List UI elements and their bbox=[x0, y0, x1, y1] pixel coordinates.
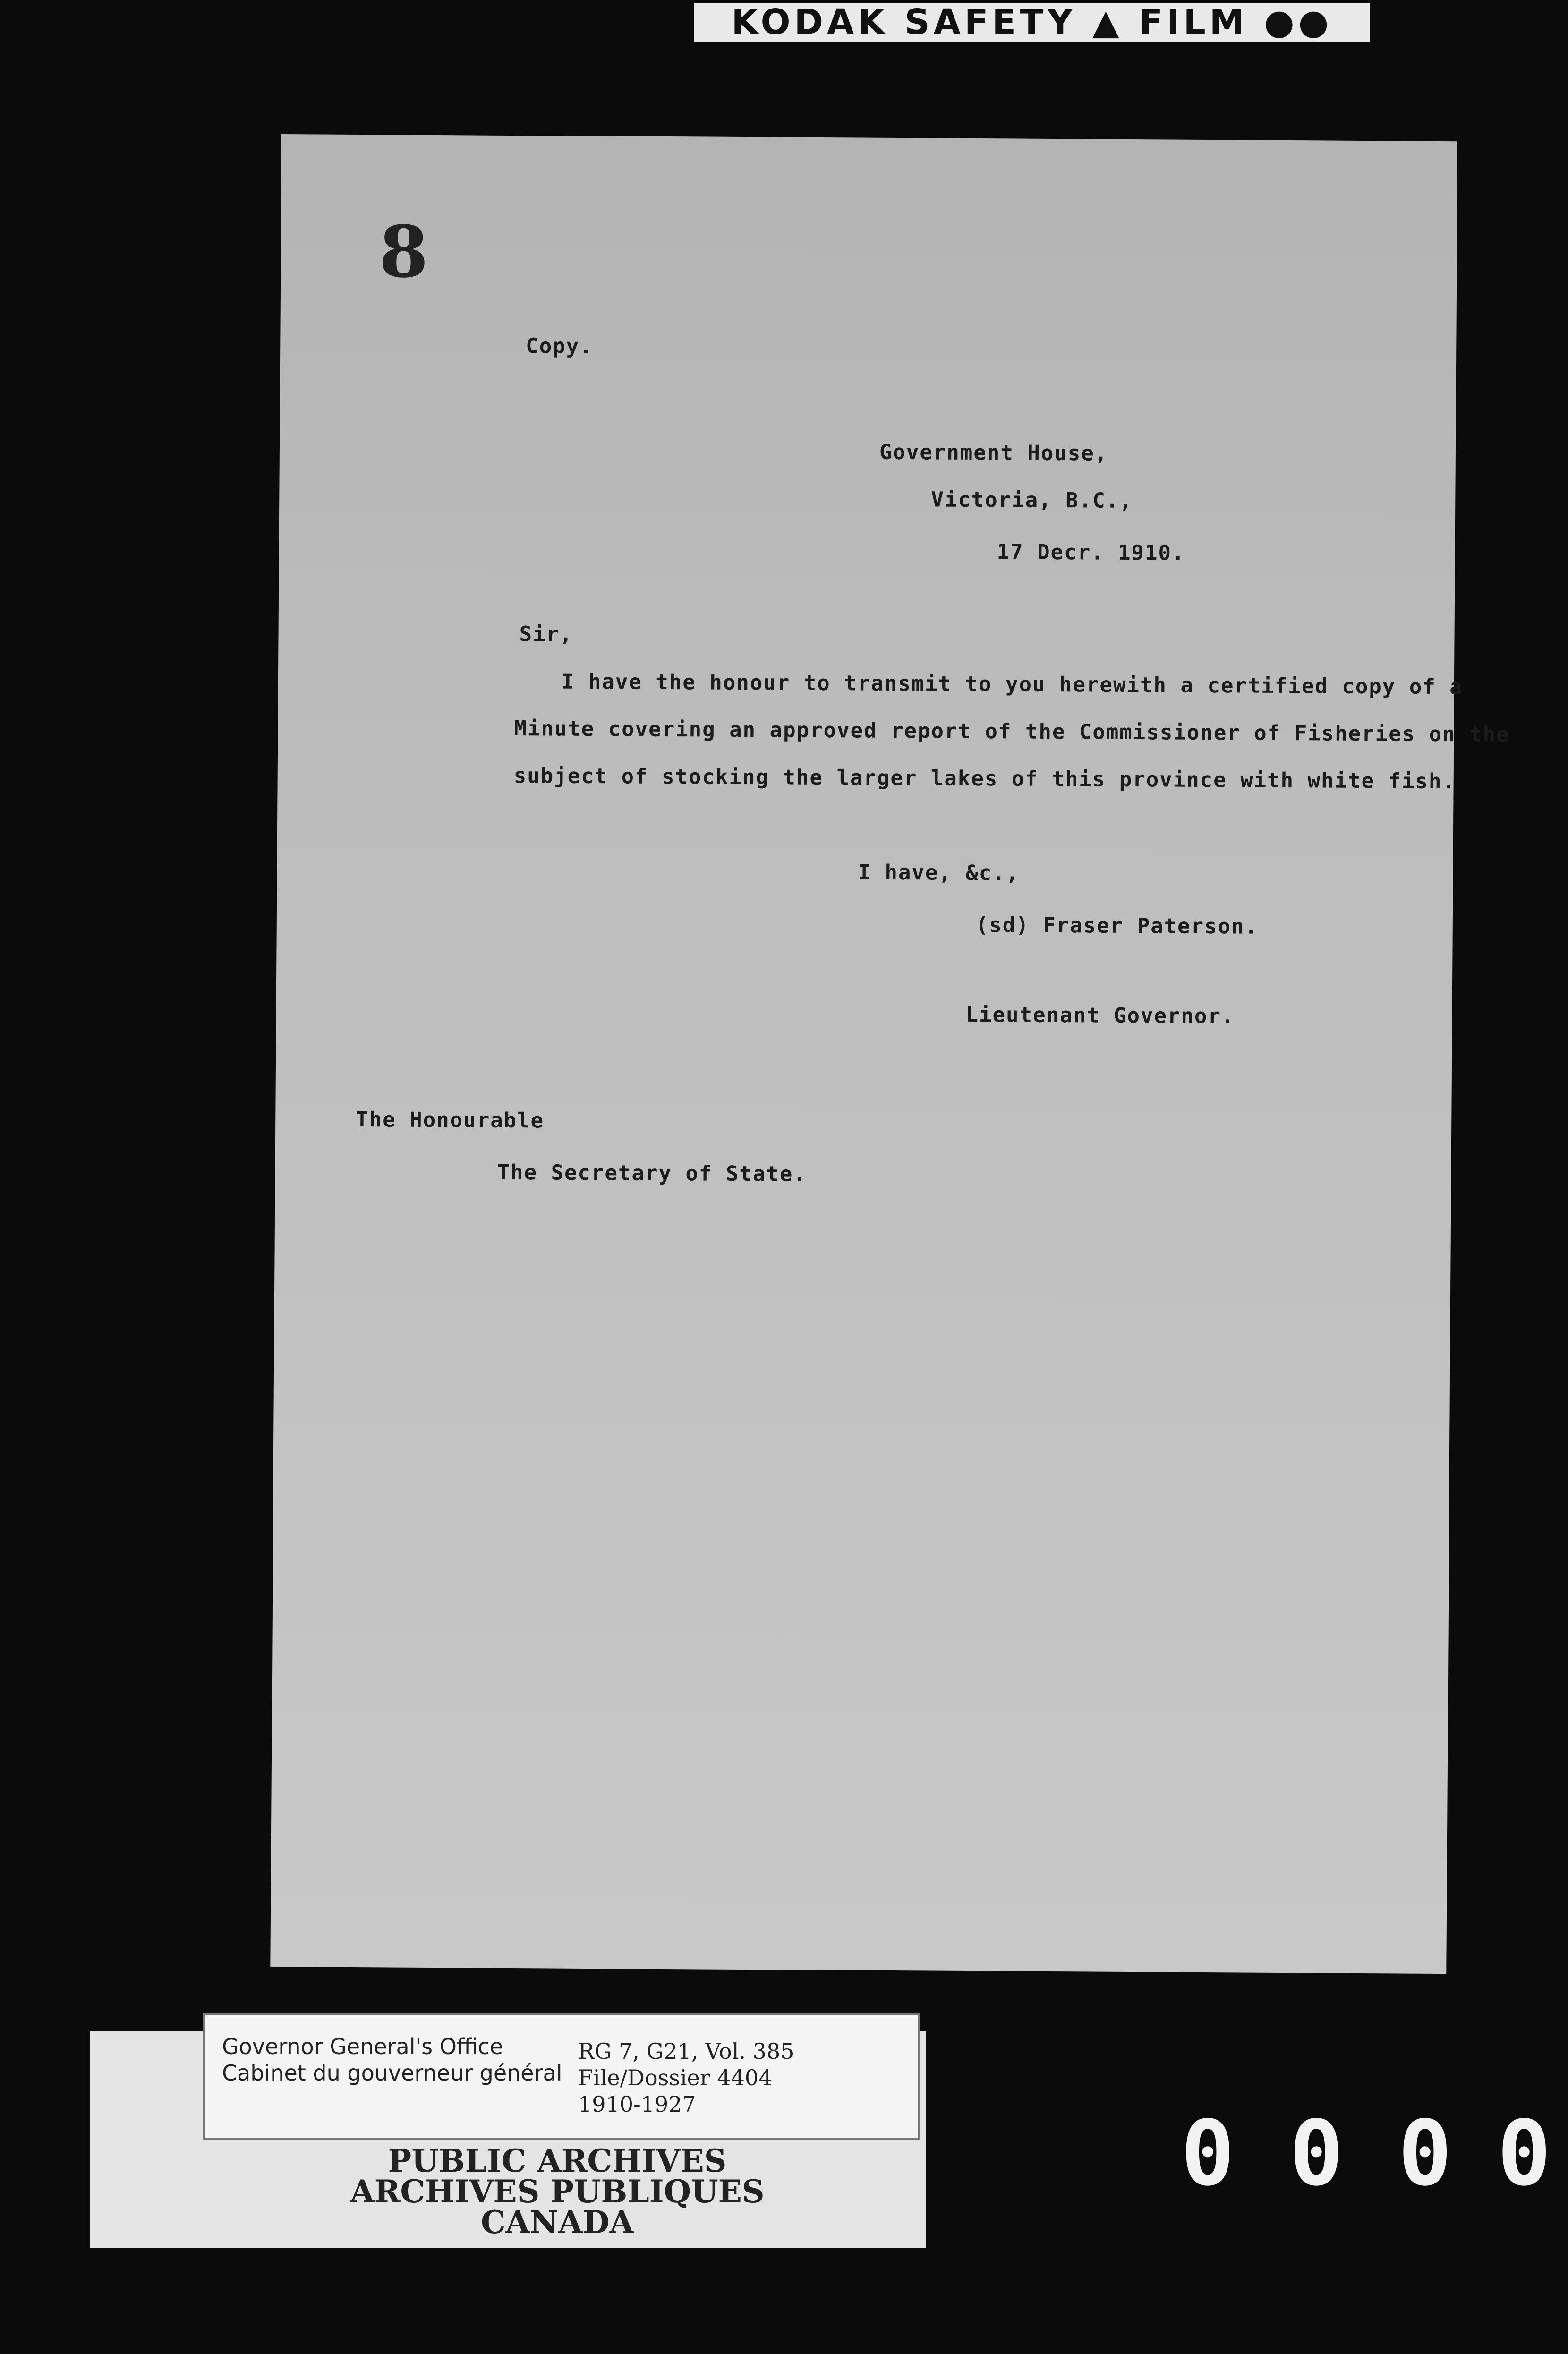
archive-reference-label bbox=[203, 2013, 920, 2140]
salutation: Sir, bbox=[519, 622, 573, 647]
office-name-en: Governor General's Office bbox=[222, 2034, 503, 2059]
archive-country: CANADA bbox=[481, 2204, 634, 2241]
address-line-1: Government House, bbox=[879, 440, 1108, 466]
date-range: 1910-1927 bbox=[578, 2091, 696, 2117]
file-number: File/Dossier 4404 bbox=[578, 2065, 773, 2090]
letter-date: 17 Decr. 1910. bbox=[997, 540, 1185, 565]
frame-counter-digit-3: 0 bbox=[1398, 2101, 1452, 2206]
frame-counter-digit-2: 0 bbox=[1289, 2101, 1344, 2206]
addressee-line-1: The Honourable bbox=[356, 1108, 545, 1133]
frame-counter-digit-1: 0 bbox=[1181, 2101, 1235, 2206]
addressee-line-2: The Secretary of State. bbox=[497, 1160, 807, 1186]
signatory-title: Lieutenant Governor. bbox=[965, 1002, 1235, 1029]
frame-counter-digit-4: 0 bbox=[1497, 2101, 1551, 2206]
office-name-fr: Cabinet du gouverneur général bbox=[222, 2060, 562, 2086]
closing: I have, &c., bbox=[858, 860, 1020, 886]
body-line-3: subject of stocking the larger lakes of this province with white fish. bbox=[513, 764, 1456, 794]
document-page bbox=[270, 134, 1510, 1974]
archive-name-fr: ARCHIVES PUBLIQUES bbox=[350, 2173, 765, 2210]
body-line-1: I have the honour to transmit to you herewith a certified copy of a bbox=[561, 669, 1463, 699]
archive-name-en: PUBLIC ARCHIVES bbox=[388, 2142, 727, 2179]
folio-mark: 8 bbox=[378, 210, 429, 294]
film-edge-banner: KODAK SAFETY ▲ FILM ●● bbox=[694, 3, 1370, 42]
copy-heading: Copy. bbox=[526, 334, 593, 359]
signature: (sd) Fraser Paterson. bbox=[975, 913, 1259, 939]
record-group-reference: RG 7, G21, Vol. 385 bbox=[578, 2038, 794, 2064]
body-line-2: Minute covering an approved report of the Commissioner of Fisheries on the bbox=[514, 716, 1510, 747]
address-line-2: Victoria, B.C., bbox=[931, 487, 1133, 513]
